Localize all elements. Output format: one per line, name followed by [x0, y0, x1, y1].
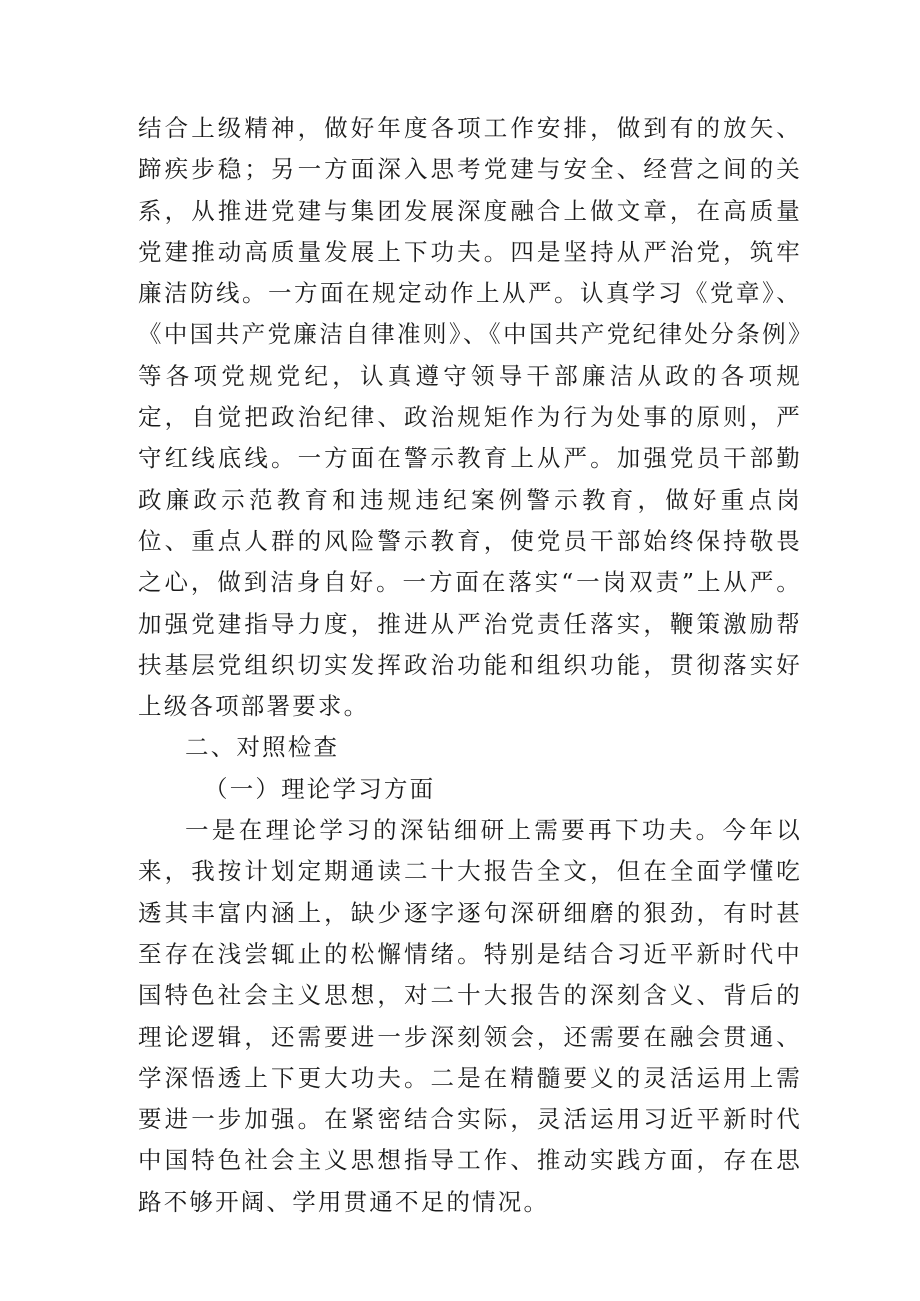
document-body [138, 108, 802, 1223]
body-paragraph: 一是在理论学习的深钻细研上需要再下功夫。今年以来，我按计划定期通读二十大报告全文，但在全面学懂吃透其丰富内涵上，缺少逐字逐句深研细磨的狠劲，有时甚至存在浅尝辄止的松懈情绪。特别是结合习近平新时代中国特色社会主义思想，对二十大报告的深刻含义、背后的理论逻辑，还需要进一步深刻领会，还需要在融会贯通、学深悟透上下更大功夫。二是在精髓要义的灵活运用上需要进一步加强。在紧密结合实际，灵活运用习近平新时代中国特色社会主义思想指导工作、推动实践方面，存在思路不够开阔、学用贯通不足的情况。 [138, 816, 802, 1216]
subsection-heading: （一）理论学习方面 [204, 774, 436, 803]
section-heading: 二、对照检查 [185, 733, 340, 762]
continuation-paragraph: 结合上级精神，做好年度各项工作安排，做到有的放矢、蹄疾步稳；另一方面深入思考党建与安全、经营之间的关系，从推进党建与集团发展深度融合上做文章，在高质量党建推动高质量发展上下功夫。四是坚持从严治党，筑牢廉洁防线。一方面在规定动作上从严。认真学习《党章》、《中国共产党廉洁自律准则》、《中国共产党纪律处分条例》等各项党规党纪，认真遵守领导干部廉洁从政的各项规定，自觉把政治纪律、政治规矩作为行为处事的原则，严守红线底线。一方面在警示教育上从严。加强党员干部勤政廉政示范教育和违规违纪案例警示教育，做好重点岗位、重点人群的风险警示教育，使党员干部始终保持敬畏之心，做到洁身自好。一方面在落实“一岗双责”上从严。加强党建指导力度，推进从严治党责任落实，鞭策激励帮扶基层党组织切实发挥政治功能和组织功能，贯彻落实好上级各项部署要求。 [138, 114, 802, 721]
